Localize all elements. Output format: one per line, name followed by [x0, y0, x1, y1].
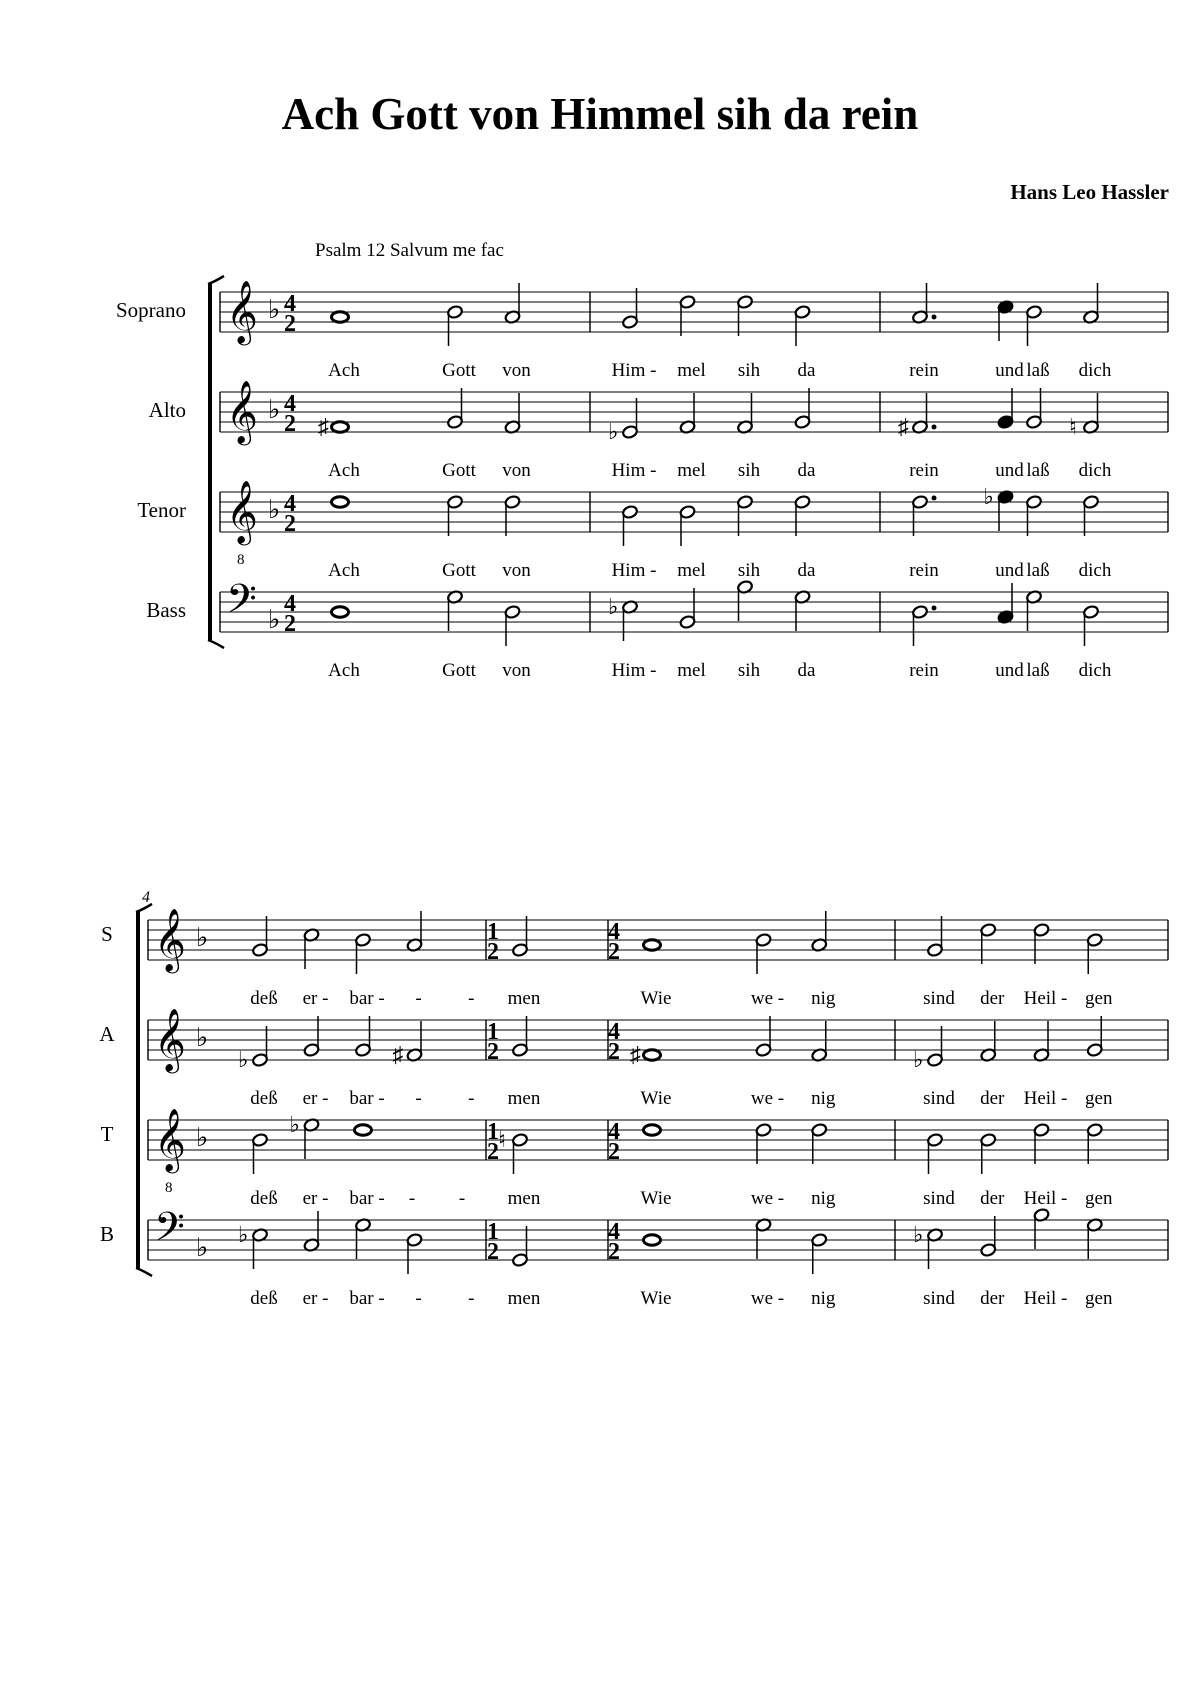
dot: [932, 606, 937, 611]
lyric-syllable: und: [995, 460, 1024, 481]
lyric-syllable: von: [502, 660, 531, 681]
time-signature-numerator: 4: [284, 391, 296, 417]
lyric-syllable: we -: [750, 1288, 785, 1309]
lyric-syllable: we -: [750, 988, 785, 1009]
time-signature-denominator: 2: [487, 1039, 499, 1065]
lyric-syllable: und: [995, 560, 1024, 581]
treble-clef-icon: 𝄞: [154, 1010, 186, 1070]
lyric-syllable: we -: [750, 1088, 785, 1109]
lyric-syllable: Heil -: [1023, 1188, 1068, 1209]
time-signature-denominator: 2: [608, 939, 620, 965]
lyric-syllable: -: [408, 1188, 416, 1209]
lyric-syllable: nig: [811, 1288, 836, 1309]
time-signature-numerator: 4: [608, 1219, 620, 1245]
notehead: [332, 497, 349, 507]
staff-1: [148, 910, 1168, 1009]
key-flat-icon: ♭: [196, 1233, 209, 1262]
lyric-syllable: Wie: [640, 1188, 672, 1209]
bracket-hook: [208, 276, 224, 284]
lyric-syllable: Ach: [328, 560, 360, 581]
lyric-syllable: der: [980, 988, 1005, 1009]
lyric-syllable: we -: [750, 1188, 785, 1209]
staff-2: [220, 382, 1168, 481]
time-signature-denominator: 2: [608, 1139, 620, 1165]
lyric-syllable: sih: [737, 560, 761, 581]
instrument-abbr-alto: A: [99, 1022, 115, 1046]
time-signature-denominator: 2: [487, 1139, 499, 1165]
notehead: [332, 312, 349, 322]
treble-clef-icon: 𝄞: [154, 1110, 186, 1170]
measure-number: 4: [142, 889, 150, 906]
bracket-hook: [208, 640, 224, 648]
lyric-syllable: da: [797, 460, 816, 481]
lyric-syllable: sind: [923, 988, 955, 1009]
treble-clef-icon: 𝄞: [154, 910, 186, 970]
lyric-syllable: Wie: [640, 1288, 672, 1309]
flat-accidental-icon: ♭: [238, 1222, 249, 1247]
key-flat-icon: ♭: [196, 923, 209, 952]
sharp-accidental-icon: ♯: [392, 1042, 404, 1067]
key-flat-icon: ♭: [196, 1023, 209, 1052]
key-flat-icon: ♭: [268, 395, 281, 424]
lyric-syllable: der: [980, 1088, 1005, 1109]
lyric-syllable: Ach: [328, 660, 360, 681]
notehead: [332, 422, 349, 432]
system-2: [136, 889, 1168, 1309]
lyric-syllable: -: [458, 1188, 466, 1209]
staff-2: [148, 1010, 1168, 1109]
notehead: [355, 1125, 372, 1135]
lyric-syllable: men: [507, 1088, 541, 1109]
lyric-syllable: deß: [250, 988, 278, 1009]
lyric-syllable: er -: [302, 1188, 329, 1209]
dot: [932, 315, 937, 320]
flat-accidental-icon: ♭: [238, 1047, 249, 1072]
lyric-syllable: men: [507, 1188, 541, 1209]
lyric-syllable: Ach: [328, 460, 360, 481]
time-signature-denominator: 2: [608, 1039, 620, 1065]
lyric-syllable: -: [415, 988, 422, 1009]
lyric-syllable: -: [468, 1088, 475, 1109]
key-flat-icon: ♭: [268, 605, 281, 634]
lyric-syllable: gen: [1085, 1188, 1113, 1209]
key-flat-icon: ♭: [268, 295, 281, 324]
flat-accidental-icon: ♭: [608, 419, 619, 444]
lyric-syllable: und: [995, 360, 1024, 381]
time-signature-denominator: 2: [284, 311, 296, 337]
lyric-syllable: Gott: [442, 360, 476, 381]
lyric-syllable: Gott: [442, 460, 476, 481]
instrument-abbr-bass: B: [99, 1222, 114, 1246]
time-signature-denominator: 2: [284, 411, 296, 437]
composer: Hans Leo Hassler: [1010, 180, 1169, 204]
instrument-name-tenor: Tenor: [137, 498, 186, 522]
lyric-syllable: von: [502, 460, 531, 481]
lyric-syllable: sih: [737, 460, 761, 481]
lyric-syllable: Him -: [611, 560, 657, 581]
flat-accidental-icon: ♭: [608, 594, 619, 619]
lyric-syllable: Gott: [442, 660, 476, 681]
lyric-syllable: dich: [1078, 660, 1112, 681]
lyric-syllable: -: [468, 988, 475, 1009]
lyric-syllable: laß: [1026, 360, 1050, 381]
lyric-syllable: bar -: [349, 1188, 385, 1209]
time-signature-numerator: 1: [487, 1219, 499, 1245]
time-signature-numerator: 4: [284, 591, 296, 617]
lyric-syllable: -: [468, 1288, 475, 1309]
lyric-syllable: bar -: [349, 988, 385, 1009]
lyric-syllable: bar -: [349, 1088, 385, 1109]
lyric-syllable: da: [797, 660, 816, 681]
lyric-syllable: nig: [811, 1088, 836, 1109]
lyric-syllable: mel: [677, 460, 706, 481]
instrument-name-alto: Alto: [148, 398, 186, 422]
lyric-syllable: Him -: [611, 360, 657, 381]
lyric-syllable: da: [797, 560, 816, 581]
time-signature-denominator: 2: [487, 939, 499, 965]
lyric-syllable: Heil -: [1023, 1088, 1068, 1109]
time-signature-numerator: 1: [487, 1019, 499, 1045]
flat-accidental-icon: ♭: [289, 1112, 300, 1137]
lyric-syllable: er -: [302, 1288, 329, 1309]
lyric-syllable: rein: [909, 460, 939, 481]
lyric-syllable: der: [980, 1288, 1005, 1309]
lyric-syllable: Him -: [611, 660, 657, 681]
key-flat-icon: ♭: [268, 495, 281, 524]
lyric-syllable: gen: [1085, 988, 1113, 1009]
time-signature-numerator: 4: [608, 1119, 620, 1145]
staff-1: [220, 282, 1168, 381]
lyric-syllable: sind: [923, 1288, 955, 1309]
time-signature-numerator: 4: [608, 1019, 620, 1045]
lyric-syllable: rein: [909, 560, 939, 581]
lyric-syllable: Him -: [611, 460, 657, 481]
lyric-syllable: nig: [811, 1188, 836, 1209]
sharp-accidental-icon: ♯: [318, 414, 329, 439]
lyric-syllable: nig: [811, 988, 836, 1009]
time-signature-denominator: 2: [487, 1239, 499, 1265]
subtitle: Psalm 12 Salvum me fac: [315, 240, 504, 261]
staff-3: [148, 1110, 1168, 1209]
lyric-syllable: bar -: [349, 1288, 385, 1309]
bracket-hook: [136, 1268, 152, 1276]
lyric-syllable: -: [415, 1088, 422, 1109]
lyric-syllable: dich: [1078, 360, 1112, 381]
sharp-accidental-icon: ♯: [630, 1042, 641, 1067]
notehead: [644, 1235, 661, 1245]
time-signature-denominator: 2: [284, 611, 296, 637]
lyric-syllable: sind: [923, 1088, 955, 1109]
key-flat-icon: ♭: [196, 1123, 209, 1152]
instrument-abbr-soprano: S: [101, 922, 113, 946]
treble-clef-icon: 𝄞: [226, 282, 258, 342]
lyric-syllable: Heil -: [1023, 988, 1068, 1009]
lyric-syllable: von: [502, 560, 531, 581]
lyric-syllable: rein: [909, 360, 939, 381]
octave-eight-icon: 8: [237, 552, 245, 568]
lyric-syllable: deß: [250, 1288, 278, 1309]
natural-accidental-icon: ♮: [498, 1127, 506, 1152]
lyric-syllable: Wie: [640, 1088, 672, 1109]
staff-4: [148, 1206, 1168, 1309]
octave-eight-icon: 8: [165, 1180, 173, 1196]
lyric-syllable: und: [995, 660, 1024, 681]
flat-accidental-icon: ♭: [913, 1222, 924, 1247]
notehead: [644, 940, 661, 950]
lyric-syllable: dich: [1078, 460, 1112, 481]
lyric-syllable: sind: [923, 1188, 955, 1209]
time-signature-numerator: 4: [608, 919, 620, 945]
treble-clef-icon: 𝄞: [226, 382, 258, 442]
flat-accidental-icon: ♭: [913, 1047, 924, 1072]
lyric-syllable: da: [797, 360, 816, 381]
lyric-syllable: men: [507, 1288, 541, 1309]
instrument-abbr-tenor: T: [100, 1122, 114, 1146]
time-signature-numerator: 4: [284, 291, 296, 317]
treble-clef-icon: 𝄞: [226, 482, 258, 542]
time-signature-numerator: 1: [487, 1119, 499, 1145]
lyric-syllable: Heil -: [1023, 1288, 1068, 1309]
lyric-syllable: dich: [1078, 560, 1112, 581]
notehead: [644, 1050, 661, 1060]
lyric-syllable: gen: [1085, 1088, 1113, 1109]
lyric-syllable: Ach: [328, 360, 360, 381]
lyric-syllable: von: [502, 360, 531, 381]
score-title: Ach Gott von Himmel sih da rein: [281, 89, 919, 139]
sharp-accidental-icon: ♯: [898, 414, 909, 439]
time-signature-numerator: 1: [487, 919, 499, 945]
lyric-syllable: men: [507, 988, 541, 1009]
instrument-name-soprano: Soprano: [116, 298, 186, 322]
lyric-syllable: gen: [1085, 1288, 1113, 1309]
notehead: [644, 1125, 661, 1135]
lyric-syllable: laß: [1026, 560, 1050, 581]
lyric-syllable: -: [415, 1288, 422, 1309]
lyric-syllable: mel: [677, 360, 706, 381]
lyric-syllable: er -: [302, 988, 329, 1009]
natural-accidental-icon: ♮: [1069, 414, 1077, 439]
lyric-syllable: Wie: [640, 988, 672, 1009]
dot: [932, 496, 937, 501]
lyric-syllable: Gott: [442, 560, 476, 581]
lyric-syllable: laß: [1026, 660, 1050, 681]
lyric-syllable: deß: [250, 1088, 278, 1109]
lyric-syllable: rein: [909, 660, 939, 681]
bass-clef-icon: 𝄢: [154, 1206, 185, 1259]
lyric-syllable: deß: [250, 1188, 278, 1209]
notehead: [332, 607, 349, 617]
lyric-syllable: mel: [677, 660, 706, 681]
lyric-syllable: mel: [677, 560, 706, 581]
system-1: [208, 276, 1168, 681]
time-signature-denominator: 2: [608, 1239, 620, 1265]
lyric-syllable: der: [980, 1188, 1005, 1209]
lyric-syllable: er -: [302, 1088, 329, 1109]
lyric-syllable: laß: [1026, 460, 1050, 481]
lyric-syllable: sih: [737, 360, 761, 381]
lyric-syllable: sih: [737, 660, 761, 681]
flat-accidental-icon: ♭: [983, 484, 994, 509]
instrument-name-bass: Bass: [146, 598, 186, 622]
staff-3: [220, 482, 1168, 581]
dot: [932, 425, 937, 430]
bass-clef-icon: 𝄢: [226, 578, 257, 631]
staff-4: [220, 578, 1168, 681]
time-signature-numerator: 4: [284, 491, 296, 517]
time-signature-denominator: 2: [284, 511, 296, 537]
